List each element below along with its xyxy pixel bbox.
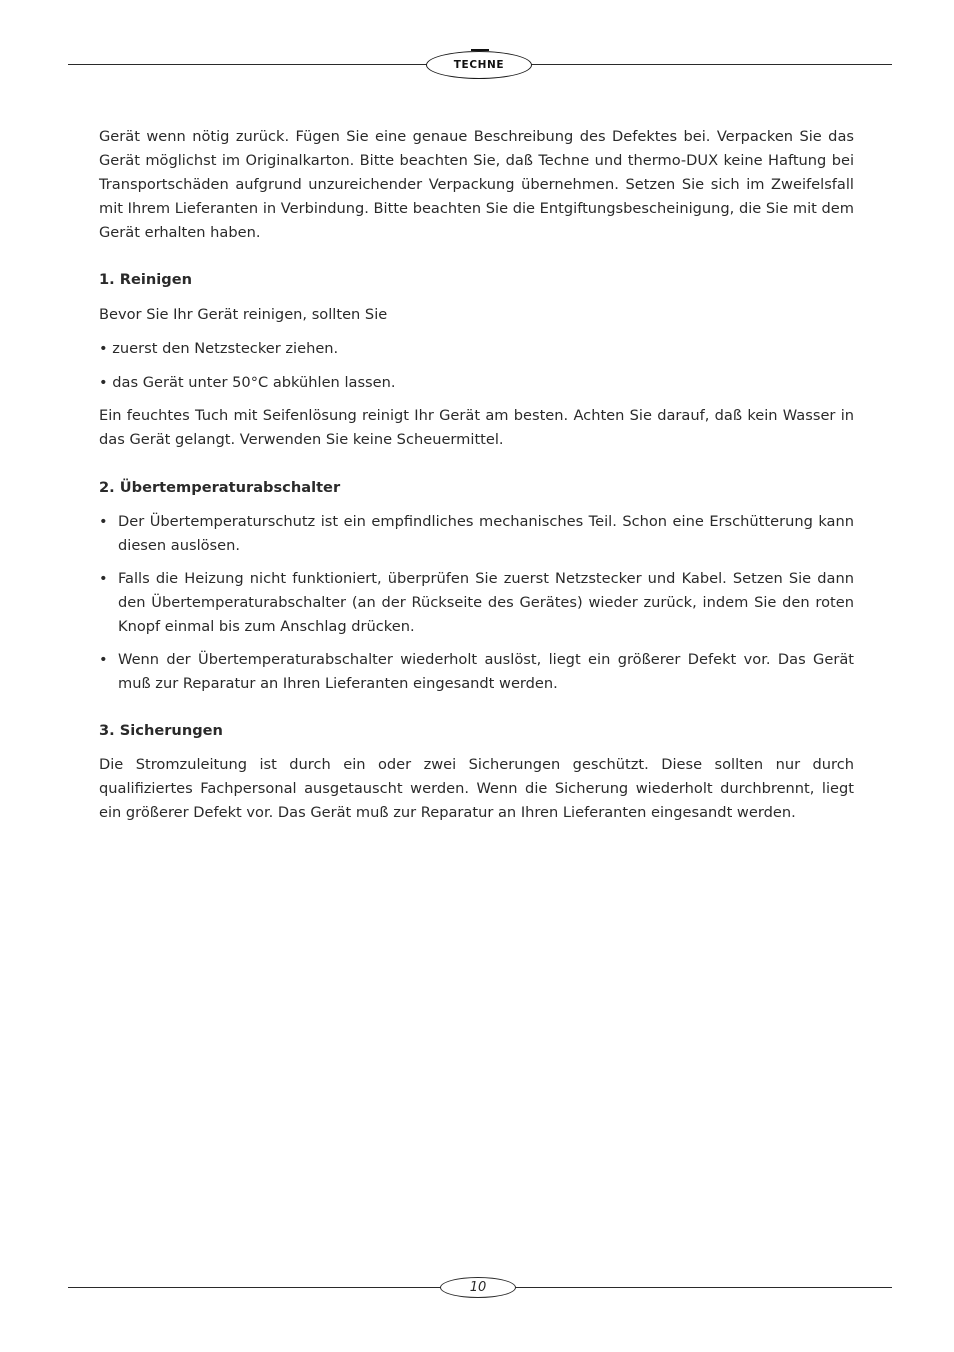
section2-heading: 2. Übertemperaturabschalter xyxy=(99,479,341,496)
bullet-glyph: • xyxy=(99,513,108,530)
section2-list xyxy=(99,510,854,696)
list-item-text: Falls die Heizung nicht funktioniert, überprüfen Sie zuerst Netzstecker und Kabel. Setzen Sie dann den Übertemperaturabschalter (an der Rückseite des Gerätes) wieder zurück, indem Sie den roten Knopf einmal bis zum Anschlag drücken. xyxy=(118,570,854,635)
logo-bar xyxy=(471,49,489,51)
bullet-glyph: • xyxy=(99,651,108,668)
logo-text: TECHNE xyxy=(453,59,505,71)
bullet-glyph: • xyxy=(99,570,108,587)
section3-body: Die Stromzuleitung ist durch ein oder zwei Sicherungen geschützt. Diese sollten nur durch qualifiziertes Fachpersonal ausgetauscht werden. Wenn die Sicherung wiederholt durchbrennt, liegt ein größerer Defekt vor. Das Gerät muß zur Reparatur an Ihren Lieferanten eingesandt werden. xyxy=(99,756,854,821)
intro-paragraph: Gerät wenn nötig zurück. Fügen Sie eine genaue Beschreibung des Defektes bei. Verpacken Sie das Gerät möglichst im Originalkarton. Bitte beachten Sie, daß Techne und thermo-DUX keine Haftung bei Transportschäden aufgrund unzureichender Verpackung übernehmen. Setzen Sie sich im Zweifelsfall mit Ihrem Lieferanten in Verbindung. Bitte beachten Sie die Entgiftungsbescheinigung, die Sie mit dem Gerät erhalten haben. xyxy=(99,128,854,241)
list-item xyxy=(99,510,854,558)
list-item-text: Wenn der Übertemperaturabschalter wiederholt auslöst, liegt ein größerer Defekt vor. Das Gerät muß zur Reparatur an Ihren Lieferanten eingesandt werden. xyxy=(118,651,854,692)
page-number: 10 xyxy=(440,1277,516,1298)
list-item-text: Der Übertemperaturschutz ist ein empfindliches mechanisches Teil. Schon eine Erschütterung kann diesen auslösen. xyxy=(118,513,854,554)
section1-body: Ein feuchtes Tuch mit Seifenlösung reinigt Ihr Gerät am besten. Achten Sie darauf, daß kein Wasser in das Gerät gelangt. Verwenden Sie keine Scheuermittel. xyxy=(99,407,854,448)
section1-lead: Bevor Sie Ihr Gerät reinigen, sollten Sie xyxy=(99,306,388,323)
section1-item-2: • das Gerät unter 50°C abkühlen lassen. xyxy=(99,374,396,391)
section3-heading: 3. Sicherungen xyxy=(99,722,223,739)
techne-logo xyxy=(426,51,532,79)
list-item xyxy=(99,567,854,639)
section1-item-1: • zuerst den Netzstecker ziehen. xyxy=(99,340,339,357)
section1-heading: 1. Reinigen xyxy=(99,271,193,288)
list-item xyxy=(99,648,854,696)
page-content xyxy=(99,125,854,825)
